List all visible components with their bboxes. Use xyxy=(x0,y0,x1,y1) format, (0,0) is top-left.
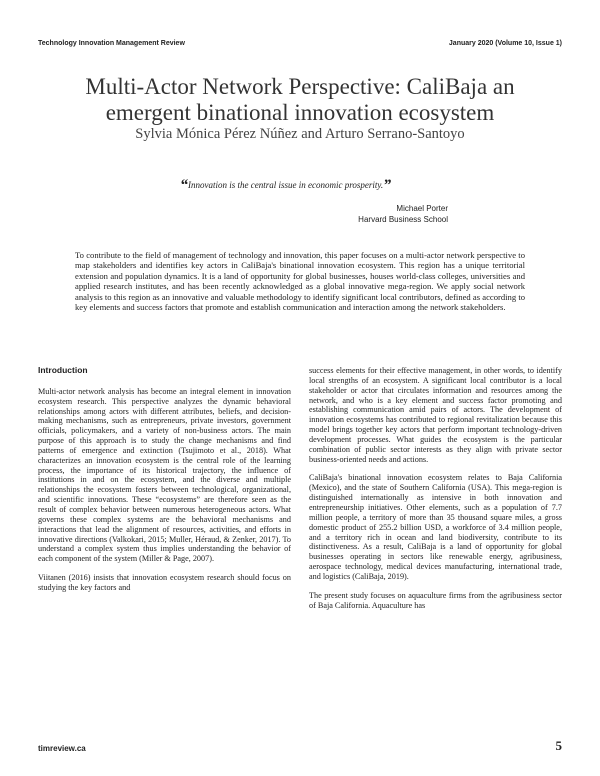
section-heading-introduction: Introduction xyxy=(38,365,88,375)
epigraph-quote xyxy=(180,177,500,195)
issue-info: January 2020 (Volume 10, Issue 1) xyxy=(448,40,562,47)
left-column xyxy=(38,366,291,602)
paragraph: Multi-actor network analysis has become an integral element in innovation ecosystem research. This perspective analyzes the dynamic behavioral relationships among actors with different attributes, beliefs, and decision-making mechanisms, such as entrepreneurs, private investors, government officials, policymakers, and a variety of non-business actors. The main purpose of this approach is to study the change mechanisms and find patterns of emergence and extinction (Tsujimoto et al., 2018). What characterizes an innovation ecosystem is the central role of the learning process, the importance of its historical trajectory, the influence of institutions in and on the ecosystem, and the diverse and multiple relationships the ecosystem fosters between technological, organizational, and scientific innovations. These “ecosystems” are therefore seen as the result of complex behavior between numerous heterogeneous actors. What governs these complex systems are the behavioral mechanisms and interactions that lead the alignment of resources, activities, and efforts in innovative directions (Valkokari, 2015; Muller, Héraud, & Zenker, 2017). To understand a complex system thus implies understanding the behavior of each component of the system (Miller & Page, 2007). xyxy=(38,386,291,564)
article-authors: Sylvia Mónica Pérez Núñez and Arturo Serrano-Santoyo xyxy=(135,126,465,142)
open-quote-mark: “ xyxy=(180,177,188,194)
article-title xyxy=(30,74,570,126)
epigraph-attribution xyxy=(358,203,448,225)
paragraph: The present study focuses on aquaculture firms from the agribusiness sector of Baja California. Aquaculture has xyxy=(309,590,562,610)
paragraph: success elements for their effective management, in other words, to identify local strengths of an ecosystem. A significant local contributor is a local stakeholder or actor that circulates information and resources among the network, and who is a key element and success factor promoting and establishing communication amid pairs of actors. The development of innovation ecosystems has contributed to regional revitalization because this model brings together key actors that perform important technology-driven development processes. What guides the ecosystem is the particular combination of public sector interests as they align with private sector business-oriented needs and actions. xyxy=(309,366,562,464)
abstract: To contribute to the field of management of technology and innovation, this paper focuses on a multi-actor network perspective to map stakeholders and identifies key actors in CaliBaja's binational innovation ecosystem. This region has a unique territorial extension and population dynamics. It is a land of opportunity for global businesses, houses world-class colleges, universities and applied research institutes, and has been recently acknowledged as a global innovative mega-region. We apply social network analysis to this region as an innovative and valuable methodology to identify significant local contributors, defined as according to key elements and success factors that promote and establish communication and interaction among the network stakeholders. xyxy=(75,250,525,313)
paragraph: CaliBaja's binational innovation ecosystem relates to Baja California (Mexico), and the state of Southern California (USA). This mega-region is distinguished internationally as intensive in both innovation and entrepreneurship initiatives. Other elements, such as a population of 7.7 million people, a territory of more than 35 thousand square miles, a gross domestic product of 255.2 billion USD, a workforce of 3.4 million people, and a territory rich in ocean and land biodiversity, contribute to its distinctiveness. As a result, CaliBaja is a land of opportunity for global businesses operating in sectors like renewable energy, agribusiness, aerospace technology, medical devices manufacturing, international trade, and logistics (CaliBaja, 2019). xyxy=(309,473,562,581)
journal-name: Technology Innovation Management Review xyxy=(38,40,185,47)
epigraph-affiliation: Harvard Business School xyxy=(358,215,448,224)
title-line-1: Multi-Actor Network Perspective: CaliBaja an xyxy=(85,74,515,99)
close-quote-mark: ” xyxy=(383,177,392,194)
epigraph-author: Michael Porter xyxy=(396,204,448,213)
title-line-2: emergent binational innovation ecosystem xyxy=(105,100,495,125)
right-column xyxy=(309,366,562,619)
footer-site-link[interactable]: timreview.ca xyxy=(38,744,86,753)
paragraph: Viitanen (2016) insists that innovation ecosystem research should focus on studying the key factors and xyxy=(38,573,291,592)
page-number: 5 xyxy=(555,738,562,753)
epigraph-text: Innovation is the central issue in economic prosperity. xyxy=(188,180,384,190)
